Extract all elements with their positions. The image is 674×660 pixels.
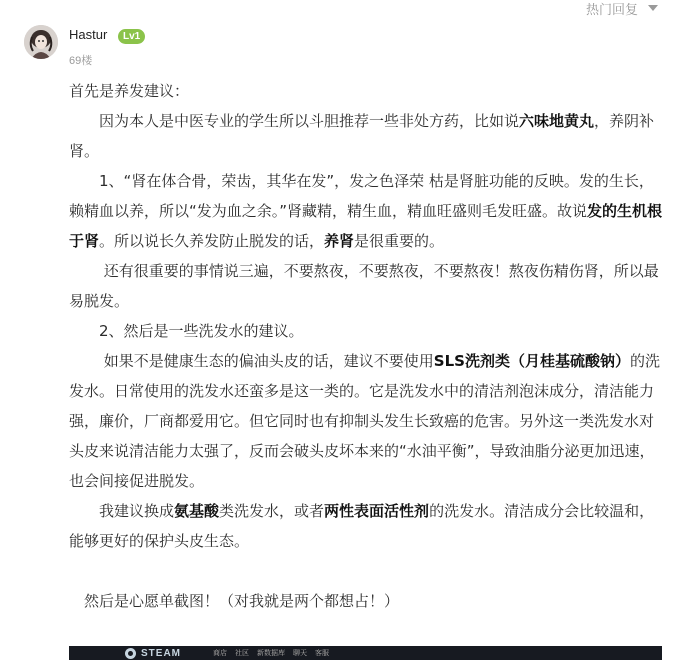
bold-text: SLS洗剂类（月桂基硫酸钠） <box>433 352 630 370</box>
text: 如果不是健康生态的偏油头皮的话，建议不要使用 <box>69 352 434 370</box>
steam-nav <box>213 646 329 660</box>
text: 的洗发水。清洁成分会比较温和，能够更好的保护头皮生态。 <box>69 502 655 550</box>
bold-text: 氨基酸 <box>174 502 220 520</box>
text: ，养阴补肾。 <box>69 112 655 160</box>
avatar[interactable] <box>24 25 58 59</box>
text: 2、然后是一些洗发水的建议。 <box>69 322 304 340</box>
sort-label[interactable]: 热门回复 <box>585 2 638 18</box>
spacer-paragraph <box>69 556 665 586</box>
paragraph <box>69 346 665 496</box>
text: 。所以说长久养发防止脱发的话， <box>99 232 325 250</box>
text: 是很重要的。 <box>354 232 445 250</box>
text: 类洗发水，或者 <box>219 502 325 520</box>
text: 还有很重要的事情说三遍，不要熬夜，不要熬夜，不要熬夜！熬夜伤精伤肾，所以最易脱发。 <box>69 262 659 310</box>
steam-logo <box>125 648 181 659</box>
chevron-down-icon[interactable] <box>648 5 658 11</box>
text: 的洗发水。日常使用的洗发水还蛮多是这一类的。它是洗发水中的清洁剂泡沫成分，清洁能力强，廉价，厂商都爱用它。但它同时也有抑制头发生长致癌的危害。另外这一类洗发水对头皮来说清洁能力太强了，反而会破头皮坏本来的“水油平衡”，导致油脂分泌更加迅速，也会间接促进脱发。 <box>69 352 660 490</box>
steam-logo-text: STEAM <box>141 647 181 659</box>
paragraph <box>69 496 665 556</box>
text: 因为本人是中医专业的学生所以斗胆推荐一些非处方药，比如说 <box>69 112 520 130</box>
paragraph <box>69 76 665 106</box>
paragraph <box>69 586 665 616</box>
steam-nav-item: 聊天 <box>293 649 307 657</box>
bold-text: 六味地黄丸 <box>519 112 595 130</box>
text: 我建议换成 <box>69 502 175 520</box>
reply-sort-control[interactable] <box>586 0 658 16</box>
text: 1、“肾在体合骨，荣齿，其华在发”，发之色泽荣 枯是肾脏功能的反映。发的生长，赖精血以养，所以“发为血之余。”肾藏精，精生血，精血旺盛则毛发旺盛。故说 <box>69 172 654 220</box>
paragraph <box>69 106 665 166</box>
bold-text: 两性表面活性剂 <box>324 502 430 520</box>
floor-number: 69楼 <box>69 55 93 67</box>
text: 然后是心愿单截图！（对我就是两个都想占！） <box>69 592 400 610</box>
steam-nav-item: 社区 <box>235 649 249 657</box>
steam-icon <box>125 648 136 659</box>
steam-screenshot-header[interactable] <box>69 646 662 660</box>
paragraph <box>69 166 665 256</box>
username[interactable]: Hastur <box>69 27 108 42</box>
level-badge: Lv1 <box>118 29 145 44</box>
paragraph <box>69 256 665 316</box>
bold-text: 养肾 <box>324 232 355 250</box>
steam-nav-item: 客服 <box>315 649 329 657</box>
text: 首先是养发建议： <box>69 82 190 100</box>
steam-nav-item: 商店 <box>213 649 227 657</box>
avatar-image <box>24 25 58 59</box>
post-content <box>69 76 665 616</box>
steam-nav-item: 新数据库 <box>257 649 285 657</box>
paragraph <box>69 316 665 346</box>
bold-text: 发的生机根于肾 <box>69 202 663 250</box>
